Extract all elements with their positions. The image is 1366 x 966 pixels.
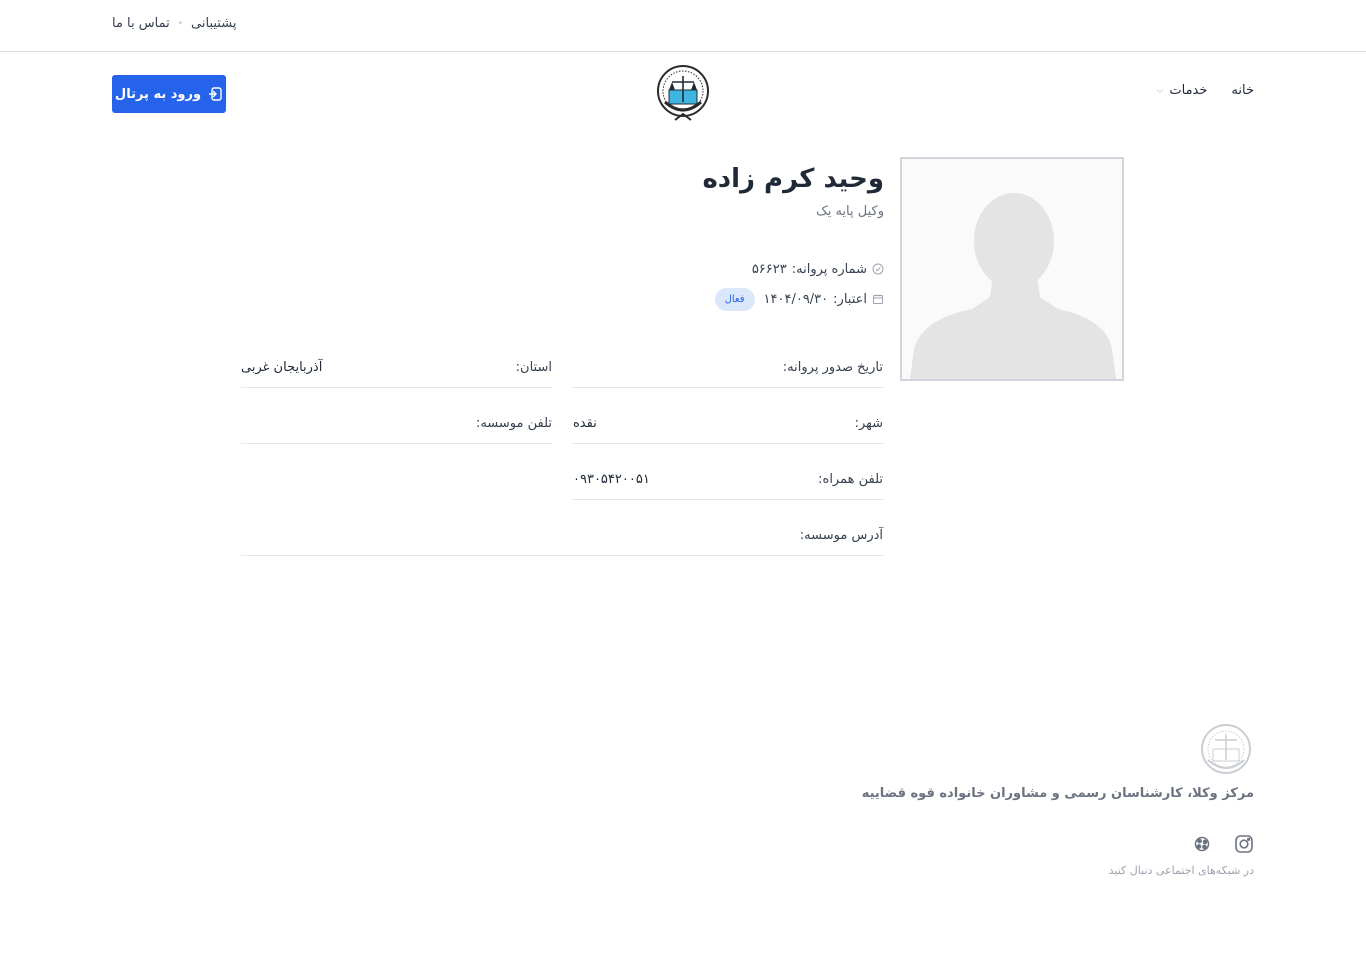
calendar-icon — [872, 293, 884, 305]
field-label: تلفن موسسه: — [475, 416, 552, 431]
license-number-value: ۵۶۶۲۳ — [751, 261, 787, 277]
field-city — [573, 404, 883, 444]
instagram-icon[interactable] — [1234, 834, 1254, 854]
nav-home[interactable] — [1231, 83, 1254, 98]
field-label: استان: — [515, 360, 552, 375]
field-label: تاریخ صدور پروانه: — [782, 360, 883, 375]
validity-label: اعتبار: — [833, 291, 867, 307]
field-value: نقده — [573, 416, 597, 431]
lawyer-name: وحید کرم زاده — [702, 164, 884, 194]
top-links — [112, 16, 236, 31]
follow-us-text: در شبکه‌های اجتماعی دنبال کنید — [1108, 864, 1254, 877]
avatar-silhouette-icon — [902, 159, 1122, 379]
field-province — [241, 348, 552, 388]
license-meta — [715, 258, 884, 318]
nav-services[interactable] — [1157, 83, 1208, 98]
contact-link[interactable]: تماس با ما — [112, 16, 170, 31]
support-link[interactable]: پشتیبانی — [191, 16, 237, 31]
nav-home-label: خانه — [1231, 83, 1254, 98]
judiciary-logo[interactable] — [653, 62, 713, 124]
field-label: شهر: — [854, 416, 883, 431]
field-office-address — [241, 516, 883, 556]
field-value: ۰۹۳۰۵۴۲۰۰۵۱ — [573, 472, 650, 487]
portal-login-button[interactable] — [112, 75, 226, 113]
profile-photo — [900, 157, 1124, 381]
check-circle-icon — [872, 263, 884, 275]
validity-row — [715, 288, 884, 310]
top-bar — [0, 0, 1366, 52]
field-value: آذربایجان غربی — [241, 360, 323, 375]
validity-value: ۱۴۰۴/۰۹/۳۰ — [763, 291, 829, 307]
field-office-phone — [241, 404, 552, 444]
footer-title: مرکز وکلا، کارشناسان رسمی و مشاوران خانواده قوه قضاییه — [861, 786, 1254, 801]
login-icon — [207, 86, 223, 102]
profile-heading — [702, 164, 884, 219]
aparat-icon[interactable] — [1192, 834, 1212, 854]
field-label: آدرس موسسه: — [799, 528, 883, 543]
separator-dot: • — [177, 18, 184, 29]
main-navbar — [0, 52, 1366, 136]
info-grid — [241, 348, 883, 568]
social-links — [1192, 834, 1254, 854]
footer-logo — [1198, 722, 1254, 778]
nav-services-label: خدمات — [1169, 83, 1208, 98]
field-mobile — [573, 460, 883, 500]
license-number-row — [715, 258, 884, 280]
portal-login-label: ورود به پرتال — [114, 86, 202, 102]
field-label: تلفن همراه: — [818, 472, 883, 487]
lawyer-rank: وکیل پایه یک — [816, 204, 884, 219]
license-number-label: شماره پروانه: — [791, 261, 867, 277]
chevron-down-icon: ⌵ — [1156, 85, 1164, 96]
field-license-issue-date — [573, 348, 883, 388]
nav-menu — [1157, 83, 1254, 98]
status-badge: فعال — [715, 288, 755, 311]
